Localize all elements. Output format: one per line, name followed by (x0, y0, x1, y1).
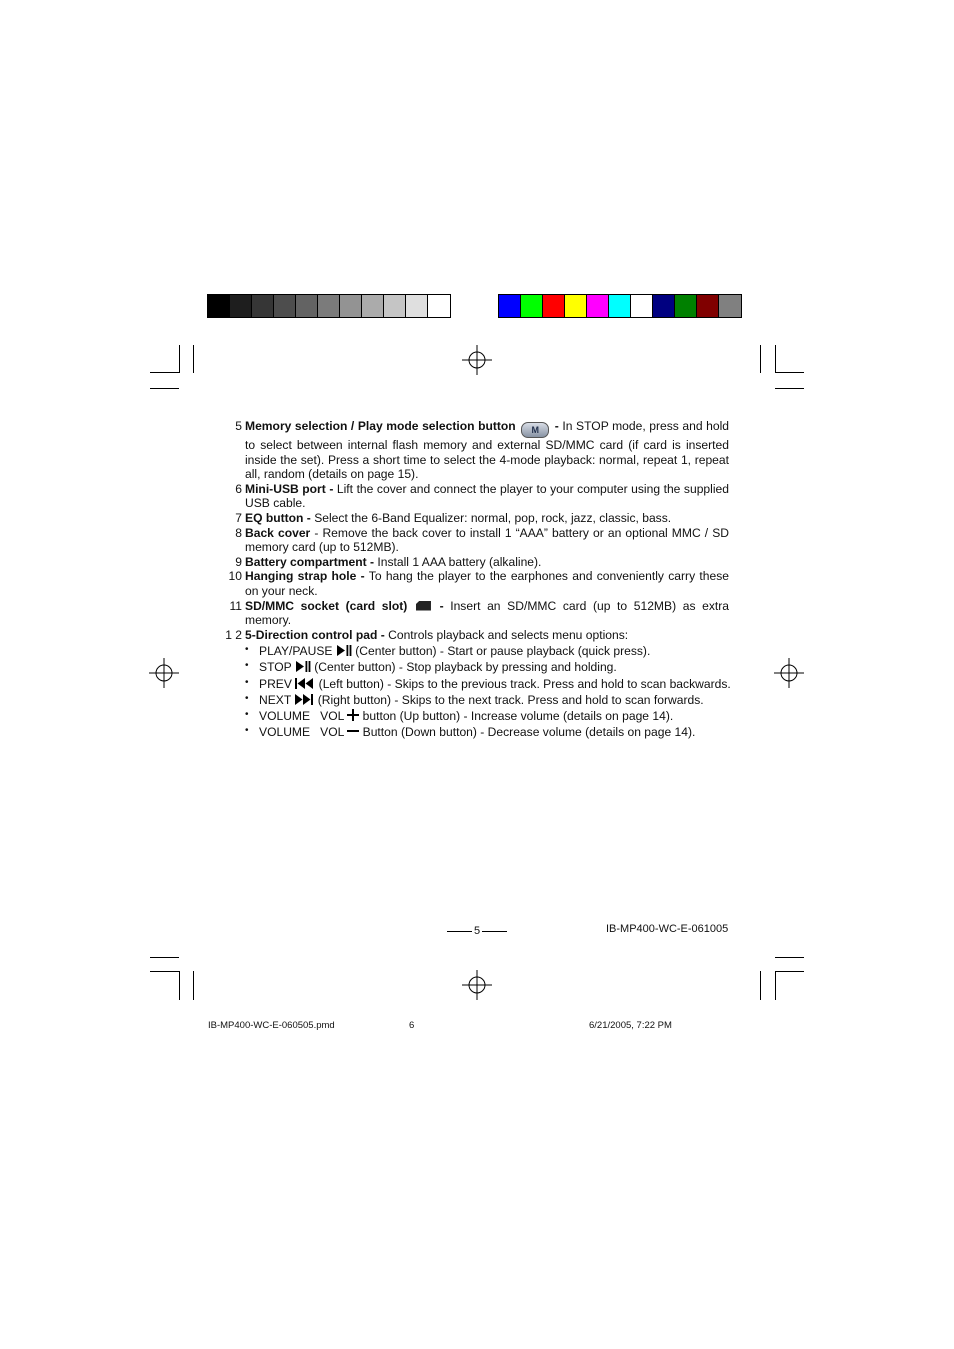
grayscale-swatch (406, 295, 428, 317)
sd-card-icon (416, 601, 431, 611)
item-text (245, 419, 729, 482)
prev-track-icon (295, 678, 315, 689)
crop-mark (193, 971, 194, 1000)
stop-icon (295, 661, 311, 672)
color-swatch (499, 295, 521, 317)
color-swatch (543, 295, 565, 317)
item-description: - Remove the back cover to install 1 “AAA” battery or an optional MMC / SD memory card (up to 512MB). (245, 525, 729, 555)
item-number: 9 (235, 554, 242, 569)
bullet-icon: • (245, 692, 249, 704)
item-text (245, 555, 729, 570)
list-item (222, 419, 729, 482)
bullet-item (245, 709, 729, 724)
item-separator: - (551, 419, 563, 433)
item-text (245, 526, 729, 555)
sheet-number: 6 (409, 1020, 415, 1031)
color-swatch (675, 295, 697, 317)
item-description: To hang the player to the earphones and conveniently carry these on your neck. (245, 569, 729, 598)
list-item (222, 555, 729, 570)
crop-mark (775, 345, 776, 373)
list-item (222, 511, 729, 526)
item-heading: EQ button - (245, 510, 311, 525)
list-item (222, 482, 729, 511)
color-swatch (697, 295, 719, 317)
color-swatch (587, 295, 609, 317)
item-number: 7 (235, 510, 242, 525)
bullet-description: (Center button) - Start or pause playback (quick press). (351, 644, 651, 658)
crop-mark (760, 971, 761, 1000)
registration-mark-icon (149, 658, 179, 688)
color-swatch (609, 295, 631, 317)
crop-mark (775, 971, 776, 1000)
color-swatch (565, 295, 587, 317)
item-number: 10 (228, 569, 242, 584)
item-number: 6 (235, 481, 242, 496)
item-heading: Mini-USB port - (245, 481, 334, 496)
crop-mark (179, 971, 180, 1000)
grayscale-calibration-bar (207, 294, 451, 318)
item-text (245, 511, 729, 526)
crop-mark (775, 971, 804, 972)
item-text (245, 599, 729, 628)
next-track-icon (294, 694, 314, 705)
item-number: 11 (229, 598, 242, 613)
grayscale-swatch (252, 295, 274, 317)
color-swatch (653, 295, 675, 317)
page-number-rule (447, 931, 472, 932)
crop-mark (760, 345, 761, 373)
plus-icon (347, 709, 359, 721)
bullet-item (245, 677, 729, 692)
registration-mark-icon (774, 658, 804, 688)
item-heading: 5-Direction control pad - (245, 627, 385, 642)
bullet-description: Button (Down button) - Decrease volume (details on page 14). (359, 725, 696, 740)
color-swatch (521, 295, 543, 317)
document-code: IB-MP400-WC-E-061005 (606, 923, 729, 935)
bullet-description: (Center button) - Stop playback by pressing and holding. (310, 660, 617, 675)
item-number: 5 (235, 419, 242, 433)
bullet-icon: • (245, 676, 249, 688)
item-description: Select the 6-Band Equalizer: normal, pop, rock, jazz, classic, bass. (310, 510, 672, 525)
instruction-list (222, 419, 729, 740)
minus-icon (347, 725, 359, 737)
timestamp: 6/21/2005, 7:22 PM (589, 1020, 672, 1031)
file-name: IB-MP400-WC-E-060505.pmd (208, 1020, 335, 1031)
crop-mark (775, 957, 804, 958)
list-item (222, 599, 729, 628)
bullet-icon: • (245, 644, 249, 655)
grayscale-swatch (208, 295, 230, 317)
bullet-description: (Left button) - Skips to the previous track. Press and hold to scan backwards. (315, 676, 731, 691)
bullet-item (245, 644, 729, 659)
item-heading: SD/MMC socket (card slot) (245, 598, 408, 613)
color-swatch (631, 295, 653, 317)
crop-mark (179, 345, 180, 373)
item-heading: Memory selection / Play mode selection button (245, 419, 516, 433)
bullet-item (245, 693, 729, 708)
bullet-item (245, 725, 729, 740)
page-number: 5 (474, 925, 481, 937)
color-calibration-bar (498, 294, 742, 318)
item-separator: - (432, 598, 451, 613)
crop-mark (775, 372, 804, 373)
grayscale-swatch (296, 295, 318, 317)
bullet-label: VOLUME VOL (259, 709, 344, 724)
grayscale-swatch (274, 295, 296, 317)
bullet-label: NEXT (259, 692, 292, 707)
bullet-icon: • (245, 725, 249, 737)
bullet-item (245, 660, 729, 675)
page-number-rule (482, 931, 507, 932)
item-description: In STOP mode, press and hold to select between internal flash memory and external SD/MMC card (if card is inserted inside the set). Press a short time to select the 4-mode playback: normal, repeat 1, repeat all, random (details on page 15). (245, 419, 730, 482)
item-number: 1 2 (225, 627, 242, 642)
item-heading: Battery compartment - (245, 554, 375, 569)
bullet-label: VOLUME VOL (259, 725, 344, 740)
crop-mark (150, 388, 179, 389)
item-heading: Hanging strap hole - (245, 569, 365, 584)
grayscale-swatch (230, 295, 252, 317)
play-pause-icon (336, 645, 352, 656)
registration-mark-icon (462, 345, 492, 375)
bullet-description: (Right button) - Skips to the next track. Press and hold to scan forwards. (314, 692, 704, 707)
item-description: Install 1 AAA battery (alkaline). (374, 554, 542, 569)
grayscale-swatch (362, 295, 384, 317)
list-item (222, 569, 729, 598)
crop-mark (150, 372, 179, 373)
bullet-icon: • (245, 709, 249, 721)
registration-mark-icon (462, 970, 492, 1000)
grayscale-swatch (384, 295, 406, 317)
bullet-label: PREV (259, 676, 292, 691)
grayscale-swatch (340, 295, 362, 317)
item-heading: Back cover (245, 525, 311, 540)
crop-mark (775, 388, 804, 389)
item-description: Lift the cover and connect the player to your computer using the supplied USB cable. (245, 481, 729, 511)
bullet-label: STOP (259, 660, 292, 675)
crop-mark (193, 345, 194, 373)
crop-mark (150, 971, 179, 972)
grayscale-swatch (318, 295, 340, 317)
bullet-label: PLAY/PAUSE (259, 644, 333, 658)
item-description: Controls playback and selects menu options: (384, 627, 629, 642)
item-description: Insert an SD/MMC card (up to 512MB) as extra memory. (245, 598, 729, 628)
item-text (245, 628, 729, 643)
list-item (222, 628, 729, 643)
color-swatch (719, 295, 741, 317)
item-number: 8 (235, 525, 242, 540)
item-text (245, 482, 729, 511)
item-text (245, 569, 729, 598)
bullet-description: button (Up button) - Increase volume (details on page 14). (359, 709, 674, 724)
bullet-icon: • (245, 660, 249, 672)
list-item (222, 526, 729, 555)
memory-button-icon: M (521, 422, 549, 438)
grayscale-swatch (428, 295, 450, 317)
crop-mark (150, 957, 179, 958)
